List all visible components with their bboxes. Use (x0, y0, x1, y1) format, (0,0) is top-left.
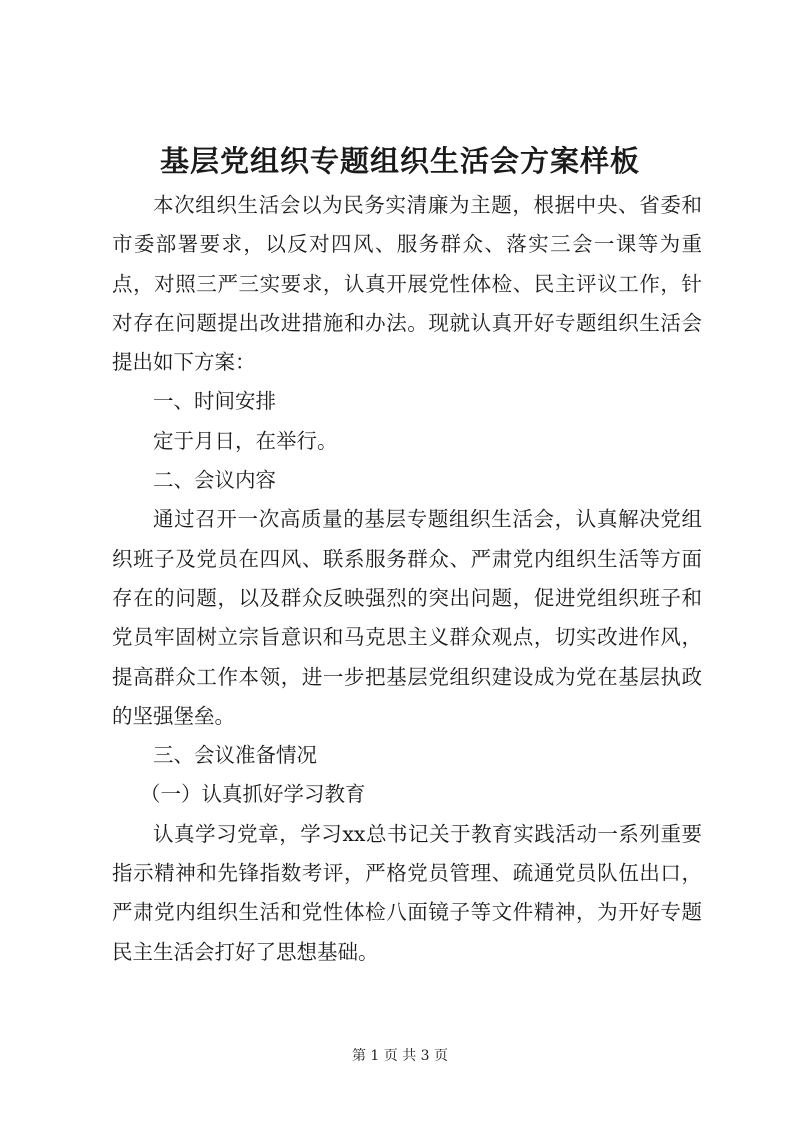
page-footer: 第 1 页 共 3 页 (351, 1048, 449, 1064)
time-paragraph: 定于月日，在举行。 (153, 428, 338, 453)
section-heading-preparation: 三、会议准备情况 (153, 743, 317, 768)
intro-paragraph: 本次组织生活会以为民务实清廉为主题，根据中央、省委和市委部署要求，以反对四风、服务群众、落实三会一课等为重点，对照三严三实要求，认真开展党性体检、民主评议工作，针对存在问题提出改进措施和办法。现就认真开好专题组织生活会提出如下方案： (112, 193, 702, 375)
subsection-heading-study: （一）认真抓好学习教育 (140, 782, 366, 807)
section-heading-content: 二、会议内容 (153, 468, 276, 493)
study-paragraph: 认真学习党章，学习xx总书记关于教育实践活动一系列重要指示精神和先锋指数考评，严格党员管理、疏通党员队伍出口，严肃党内组织生活和党性体检八面镜子等文件精神，为开好专题民主生活会打好了思想基础。 (112, 821, 702, 964)
document-body (112, 186, 702, 972)
section-heading-time: 一、时间安排 (153, 389, 276, 414)
document-title: 基层党组织专题组织生活会方案样板 (159, 144, 640, 178)
content-paragraph: 通过召开一次高质量的基层专题组织生活会，认真解决党组织班子及党员在四风、联系服务群众、严肃党内组织生活等方面存在的问题，以及群众反映强烈的突出问题，促进党组织班子和党员牢固树立宗旨意识和马克思主义群众观点，切实改进作风，提高群众工作本领，进一步把基层党组织建设成为党在基层执政的坚强堡垒。 (112, 507, 702, 728)
